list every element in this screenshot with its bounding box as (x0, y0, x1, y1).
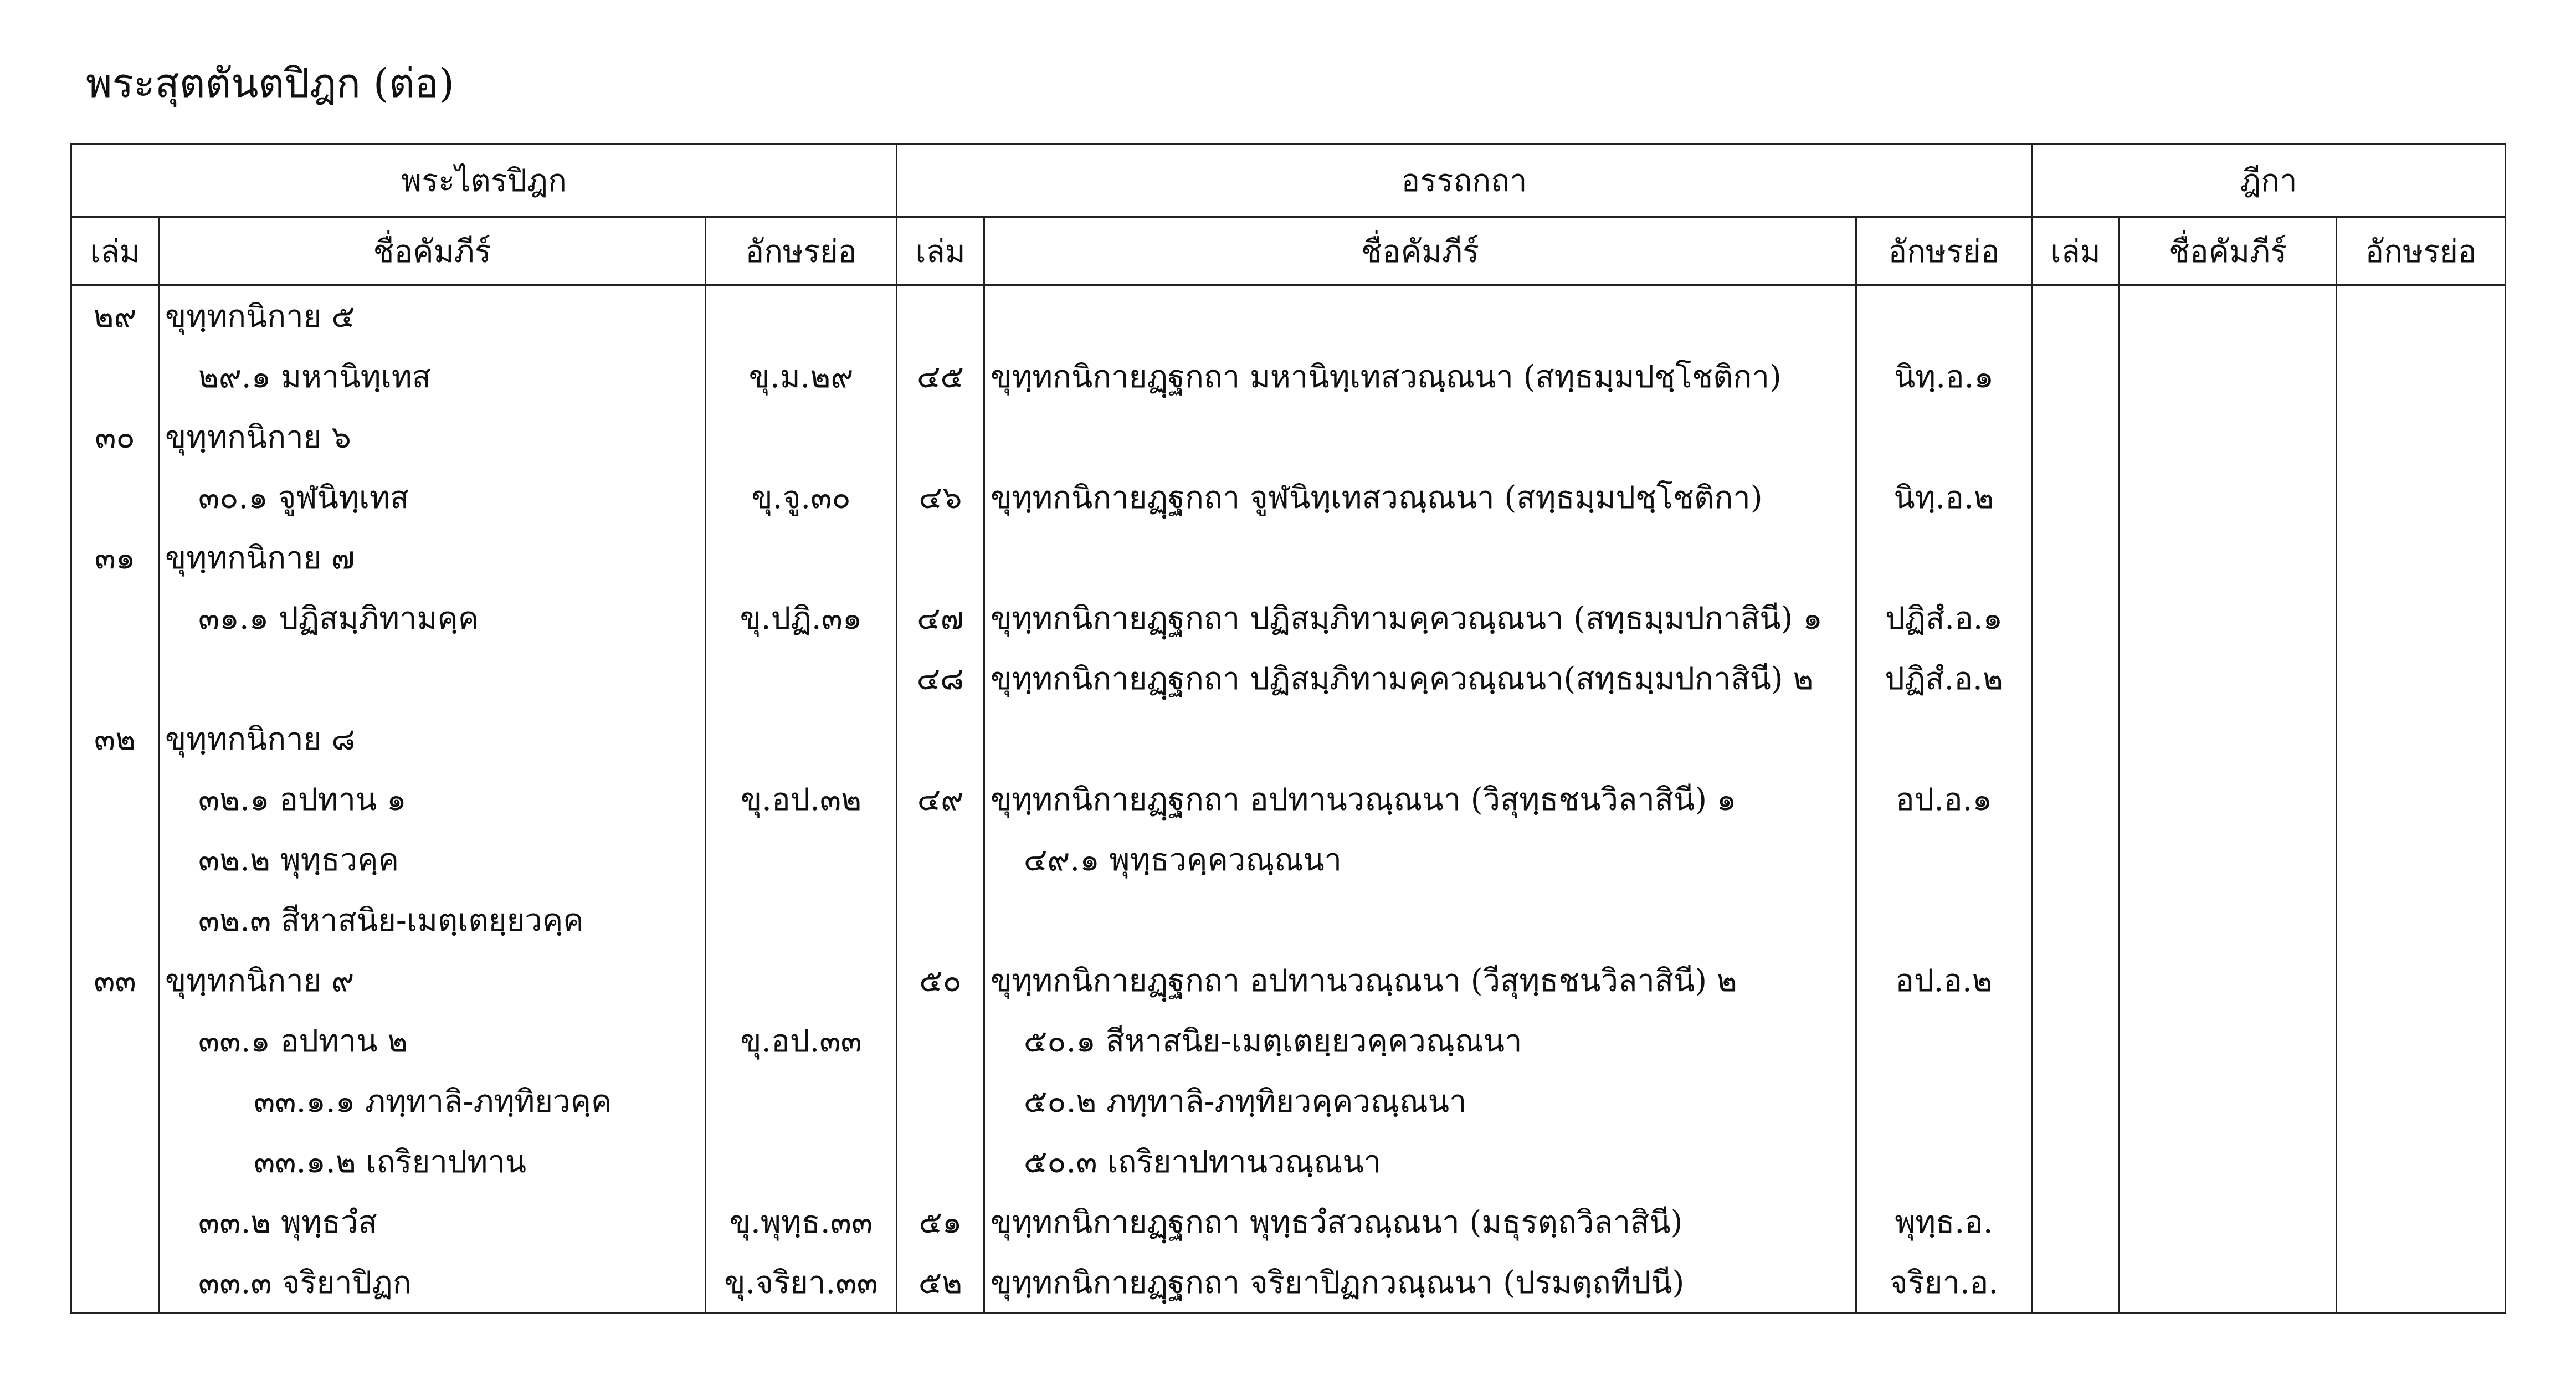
table-row (71, 769, 2506, 829)
tika-name-cell (2120, 709, 2337, 769)
tipitaka-abbr-cell: ขุ.พุทฺธ.๓๓ (706, 1192, 897, 1252)
tika-name-cell (2120, 950, 2337, 1010)
table-row (71, 407, 2506, 467)
atthakatha-abbr-cell: ปฏิสํ.อ.๒ (1856, 648, 2032, 709)
tika-abbr-cell (2337, 1131, 2506, 1192)
tika-abbr-cell (2337, 1010, 2506, 1071)
atthakatha-name-cell (984, 407, 1856, 467)
atthakatha-abbr-cell (1856, 709, 2032, 769)
atthakatha-group-header: อรรถกถา (897, 144, 2032, 217)
tipitaka-abbr-cell (706, 648, 897, 709)
table-row (71, 588, 2506, 648)
atthakatha-abbr-cell (1856, 527, 2032, 588)
tika-vol-cell (2032, 769, 2120, 829)
atthakatha-abbr-cell (1856, 1071, 2032, 1131)
table-row (71, 527, 2506, 588)
tipitaka-vol-cell (71, 346, 159, 407)
tipitaka-abbr-cell: ขุ.จู.๓๐ (706, 467, 897, 527)
atthakatha-vol-cell (897, 527, 984, 588)
tika-abbr-cell (2337, 588, 2506, 648)
atthakatha-vol-cell: ๕๐ (897, 950, 984, 1010)
tipitaka-name-header: ชื่อคัมภีร์ (159, 217, 706, 285)
tika-vol-cell (2032, 1010, 2120, 1071)
tika-vol-cell (2032, 829, 2120, 890)
atthakatha-abbr-cell (1856, 890, 2032, 950)
atthakatha-vol-cell (897, 1071, 984, 1131)
tipitaka-vol-cell (71, 829, 159, 890)
tika-name-cell (2120, 285, 2337, 347)
atthakatha-abbr-cell: พุทฺธ.อ. (1856, 1192, 2032, 1252)
atthakatha-abbr-cell: นิทฺ.อ.๒ (1856, 467, 2032, 527)
tipitaka-abbr-cell (706, 950, 897, 1010)
table-row (71, 1010, 2506, 1071)
tipitaka-vol-cell (71, 890, 159, 950)
atthakatha-abbr-cell (1856, 285, 2032, 347)
tika-vol-cell (2032, 346, 2120, 407)
tipitaka-name-cell: ๓๓.๑.๒ เถริยาปทาน (159, 1131, 706, 1192)
tipitaka-name-cell: ๓๒.๑ อปทาน ๑ (159, 769, 706, 829)
table-row (71, 829, 2506, 890)
atthakatha-name-cell: ขุทฺทกนิกายฏฺฐกถา จูฬนิทฺเทสวณฺณนา (สทฺธมฺมปชฺโชติกา) (984, 467, 1856, 527)
tipitaka-abbr-cell (706, 1071, 897, 1131)
tipitaka-name-cell: ขุทฺทกนิกาย ๗ (159, 527, 706, 588)
tika-vol-cell (2032, 890, 2120, 950)
tika-abbr-cell (2337, 285, 2506, 347)
tika-vol-cell (2032, 407, 2120, 467)
tika-abbr-cell (2337, 467, 2506, 527)
atthakatha-abbr-cell (1856, 407, 2032, 467)
table-row (71, 1192, 2506, 1252)
tika-abbr-cell (2337, 648, 2506, 709)
atthakatha-abbr-cell: อป.อ.๒ (1856, 950, 2032, 1010)
table-row (71, 1131, 2506, 1192)
tipitaka-abbr-cell (706, 709, 897, 769)
tika-vol-cell (2032, 285, 2120, 347)
tika-vol-cell (2032, 648, 2120, 709)
tipitaka-name-cell: ๓๓.๒ พุทฺธวํส (159, 1192, 706, 1252)
atthakatha-name-header: ชื่อคัมภีร์ (984, 217, 1856, 285)
canon-table (70, 143, 2506, 1314)
tipitaka-vol-cell: ๓๑ (71, 527, 159, 588)
tika-vol-cell (2032, 1131, 2120, 1192)
atthakatha-vol-cell (897, 1010, 984, 1071)
table-row (71, 950, 2506, 1010)
tipitaka-abbr-cell: ขุ.อป.๓๓ (706, 1010, 897, 1071)
tipitaka-vol-cell (71, 1192, 159, 1252)
tika-name-cell (2120, 1010, 2337, 1071)
atthakatha-abbr-cell (1856, 1131, 2032, 1192)
atthakatha-vol-header: เล่ม (897, 217, 984, 285)
tika-name-cell (2120, 588, 2337, 648)
tipitaka-abbr-cell: ขุ.อป.๓๒ (706, 769, 897, 829)
tika-group-header: ฎีกา (2032, 144, 2506, 217)
tipitaka-abbr-cell (706, 1131, 897, 1192)
atthakatha-name-cell (984, 890, 1856, 950)
atthakatha-vol-cell (897, 285, 984, 347)
tika-vol-cell (2032, 588, 2120, 648)
tipitaka-vol-cell (71, 467, 159, 527)
tika-name-cell (2120, 648, 2337, 709)
tika-vol-cell (2032, 1252, 2120, 1314)
tipitaka-vol-cell (71, 1010, 159, 1071)
tika-name-cell (2120, 829, 2337, 890)
atthakatha-abbr-header: อักษรย่อ (1856, 217, 2032, 285)
atthakatha-abbr-cell: นิทฺ.อ.๑ (1856, 346, 2032, 407)
tipitaka-vol-cell: ๓๒ (71, 709, 159, 769)
tika-name-cell (2120, 890, 2337, 950)
tika-name-cell (2120, 1131, 2337, 1192)
tika-name-cell (2120, 1192, 2337, 1252)
column-header-row (71, 217, 2506, 285)
atthakatha-name-cell: ๕๐.๑ สีหาสนิย-เมตฺเตยฺยวคฺควณฺณนา (984, 1010, 1856, 1071)
atthakatha-name-cell: ๕๐.๒ ภทฺทาลิ-ภทฺทิยวคฺควณฺณนา (984, 1071, 1856, 1131)
tipitaka-vol-cell (71, 1131, 159, 1192)
table-row (71, 1071, 2506, 1131)
atthakatha-name-cell: ขุทฺทกนิกายฏฺฐกถา ปฏิสมฺภิทามคฺควณฺณนา(สทฺธมฺมปกาสินี) ๒ (984, 648, 1856, 709)
atthakatha-abbr-cell: อป.อ.๑ (1856, 769, 2032, 829)
atthakatha-vol-cell (897, 829, 984, 890)
tipitaka-name-cell: ๓๓.๑ อปทาน ๒ (159, 1010, 706, 1071)
atthakatha-name-cell: ขุทฺทกนิกายฏฺฐกถา อปทานวณฺณนา (วิสุทฺธชนวิลาสินี) ๑ (984, 769, 1856, 829)
atthakatha-vol-cell: ๕๒ (897, 1252, 984, 1314)
tipitaka-abbr-cell: ขุ.ปฏิ.๓๑ (706, 588, 897, 648)
tipitaka-name-cell (159, 648, 706, 709)
table-row (71, 285, 2506, 347)
table-row (71, 709, 2506, 769)
table-row (71, 648, 2506, 709)
tipitaka-abbr-cell: ขุ.จริยา.๓๓ (706, 1252, 897, 1314)
table-body (71, 285, 2506, 1314)
atthakatha-name-cell: ขุทฺทกนิกายฏฺฐกถา อปทานวณฺณนา (วีสุทฺธชนวิลาสินี) ๒ (984, 950, 1856, 1010)
tika-vol-cell (2032, 527, 2120, 588)
tipitaka-abbr-cell: ขุ.ม.๒๙ (706, 346, 897, 407)
tika-name-cell (2120, 769, 2337, 829)
tipitaka-vol-cell (71, 1252, 159, 1314)
atthakatha-vol-cell (897, 709, 984, 769)
table-row (71, 467, 2506, 527)
tika-vol-cell (2032, 1192, 2120, 1252)
atthakatha-name-cell: ขุทฺทกนิกายฏฺฐกถา มหานิทฺเทสวณฺณนา (สทฺธมฺมปชฺโชติกา) (984, 346, 1856, 407)
tika-abbr-cell (2337, 1192, 2506, 1252)
table-row (71, 1252, 2506, 1314)
tipitaka-group-header: พระไตรปิฎก (71, 144, 897, 217)
tipitaka-name-cell: ๓๑.๑ ปฏิสมฺภิทามคฺค (159, 588, 706, 648)
tipitaka-name-cell: ๓๒.๓ สีหาสนิย-เมตฺเตยฺยวคฺค (159, 890, 706, 950)
group-header-row (71, 144, 2506, 217)
tipitaka-name-cell: ขุทฺทกนิกาย ๖ (159, 407, 706, 467)
atthakatha-vol-cell (897, 407, 984, 467)
tipitaka-name-cell: ๓๒.๒ พุทฺธวคฺค (159, 829, 706, 890)
tipitaka-name-cell: ๓๓.๓ จริยาปิฏก (159, 1252, 706, 1314)
atthakatha-vol-cell (897, 1131, 984, 1192)
tika-abbr-cell (2337, 829, 2506, 890)
atthakatha-vol-cell: ๔๙ (897, 769, 984, 829)
atthakatha-name-cell: ๕๐.๓ เถริยาปทานวณฺณนา (984, 1131, 1856, 1192)
tipitaka-vol-cell (71, 588, 159, 648)
tipitaka-abbr-cell (706, 285, 897, 347)
tika-vol-header: เล่ม (2032, 217, 2120, 285)
tika-abbr-cell (2337, 1071, 2506, 1131)
atthakatha-abbr-cell (1856, 829, 2032, 890)
atthakatha-abbr-cell: จริยา.อ. (1856, 1252, 2032, 1314)
tipitaka-vol-cell: ๒๙ (71, 285, 159, 347)
tipitaka-abbr-cell (706, 527, 897, 588)
atthakatha-name-cell: ๔๙.๑ พุทฺธวคฺควณฺณนา (984, 829, 1856, 890)
atthakatha-name-cell (984, 285, 1856, 347)
table-row (71, 346, 2506, 407)
atthakatha-name-cell: ขุทฺทกนิกายฏฺฐกถา ปฏิสมฺภิทามคฺควณฺณนา (สทฺธมฺมปกาสินี) ๑ (984, 588, 1856, 648)
tipitaka-name-cell: ขุทฺทกนิกาย ๙ (159, 950, 706, 1010)
atthakatha-name-cell (984, 527, 1856, 588)
tika-abbr-cell (2337, 769, 2506, 829)
tipitaka-vol-cell (71, 769, 159, 829)
atthakatha-vol-cell: ๔๕ (897, 346, 984, 407)
atthakatha-vol-cell: ๔๖ (897, 467, 984, 527)
atthakatha-vol-cell: ๔๘ (897, 648, 984, 709)
tipitaka-vol-cell: ๓๓ (71, 950, 159, 1010)
tipitaka-abbr-cell (706, 829, 897, 890)
tipitaka-vol-cell (71, 648, 159, 709)
atthakatha-name-cell: ขุทฺทกนิกายฏฺฐกถา จริยาปิฏกวณฺณนา (ปรมตฺถทีปนี) (984, 1252, 1856, 1314)
table-row (71, 890, 2506, 950)
tipitaka-abbr-cell (706, 407, 897, 467)
tipitaka-name-cell: ๓๐.๑ จูฬนิทฺเทส (159, 467, 706, 527)
atthakatha-name-cell (984, 709, 1856, 769)
atthakatha-name-cell: ขุทฺทกนิกายฏฺฐกถา พุทฺธวํสวณฺณนา (มธุรตฺถวิลาสินี) (984, 1192, 1856, 1252)
tipitaka-vol-cell (71, 1071, 159, 1131)
tipitaka-abbr-cell (706, 890, 897, 950)
tika-name-cell (2120, 346, 2337, 407)
tipitaka-vol-header: เล่ม (71, 217, 159, 285)
tipitaka-abbr-header: อักษรย่อ (706, 217, 897, 285)
tika-abbr-cell (2337, 527, 2506, 588)
page-title: พระสุตตันตปิฎก (ต่อ) (86, 60, 454, 106)
atthakatha-vol-cell (897, 890, 984, 950)
tipitaka-vol-cell: ๓๐ (71, 407, 159, 467)
tika-abbr-header: อักษรย่อ (2337, 217, 2506, 285)
tika-name-cell (2120, 527, 2337, 588)
tika-abbr-cell (2337, 407, 2506, 467)
atthakatha-abbr-cell (1856, 1010, 2032, 1071)
tika-name-cell (2120, 467, 2337, 527)
tipitaka-name-cell: ๒๙.๑ มหานิทฺเทส (159, 346, 706, 407)
atthakatha-vol-cell: ๔๗ (897, 588, 984, 648)
atthakatha-vol-cell: ๕๑ (897, 1192, 984, 1252)
tika-abbr-cell (2337, 1252, 2506, 1314)
tipitaka-name-cell: ขุทฺทกนิกาย ๕ (159, 285, 706, 347)
tika-name-header: ชื่อคัมภีร์ (2120, 217, 2337, 285)
tika-vol-cell (2032, 1071, 2120, 1131)
tika-name-cell (2120, 1252, 2337, 1314)
tika-name-cell (2120, 407, 2337, 467)
tipitaka-name-cell: ๓๓.๑.๑ ภทฺทาลิ-ภทฺทิยวคฺค (159, 1071, 706, 1131)
tika-vol-cell (2032, 467, 2120, 527)
tika-abbr-cell (2337, 346, 2506, 407)
tipitaka-name-cell: ขุทฺทกนิกาย ๘ (159, 709, 706, 769)
tika-name-cell (2120, 1071, 2337, 1131)
tika-vol-cell (2032, 950, 2120, 1010)
tika-abbr-cell (2337, 709, 2506, 769)
tika-vol-cell (2032, 709, 2120, 769)
atthakatha-abbr-cell: ปฏิสํ.อ.๑ (1856, 588, 2032, 648)
tika-abbr-cell (2337, 950, 2506, 1010)
tika-abbr-cell (2337, 890, 2506, 950)
